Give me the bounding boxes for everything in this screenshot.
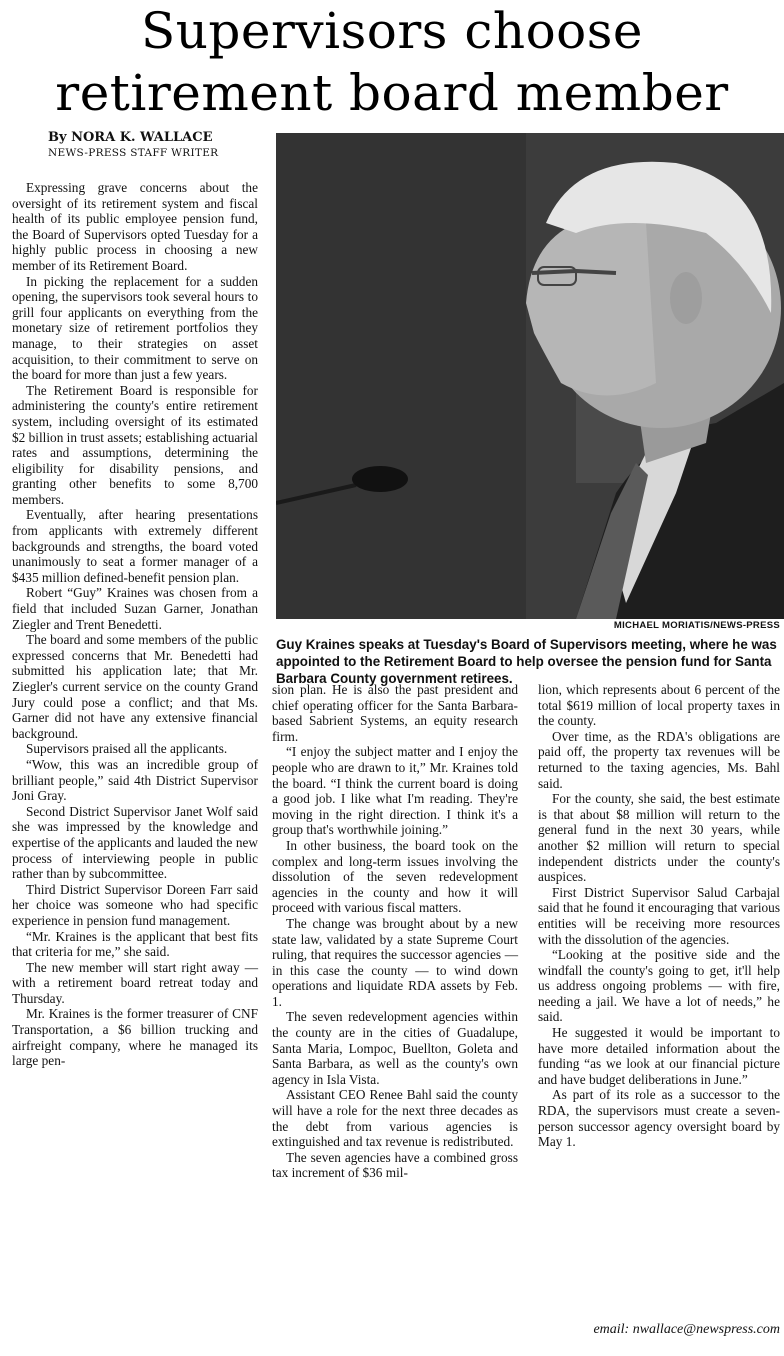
paragraph: The seven agencies have a combined gross tax increment of $36 mil- bbox=[272, 1149, 518, 1181]
paragraph: lion, which represents about 6 percent of the total $619 million of local property taxes in the county. bbox=[538, 682, 780, 729]
byline-block bbox=[48, 130, 218, 159]
byline-role: NEWS-PRESS STAFF WRITER bbox=[48, 147, 219, 159]
news-photo bbox=[276, 133, 784, 619]
paragraph: The board and some members of the public expressed concerns that Mr. Benedetti had submitted his application late; that Mr. Ziegler's current service on the county Grand Jury could pose a conflict; and that Ms. Garner did not have any extensive financial background. bbox=[12, 632, 258, 741]
headline-line-2: retirement board member bbox=[55, 64, 729, 122]
headline-line-1: Supervisors choose bbox=[140, 2, 644, 60]
paragraph: First District Supervisor Salud Carbajal said that he found it encouraging that various entities will be receiving more resources with the dissolution of the agencies. bbox=[538, 884, 780, 947]
paragraph: Mr. Kraines is the former treasurer of CNF Transportation, a $6 billion trucking and airfreight company, where he managed its large pen- bbox=[12, 1006, 258, 1069]
headline bbox=[0, 0, 784, 124]
photo-credit: MICHAEL MORIATIS/NEWS-PRESS bbox=[613, 620, 780, 631]
paragraph: “Looking at the positive side and the windfall the county's going to get, it'll help us address ongoing problems — with fire, needing a jail. We have a lot of needs,” he said. bbox=[538, 947, 780, 1025]
column-2 bbox=[272, 682, 518, 1181]
column-3 bbox=[538, 682, 780, 1150]
paragraph: The new member will start right away — with a retirement board retreat today and Thursday. bbox=[12, 959, 258, 1006]
paragraph: Supervisors praised all the applicants. bbox=[26, 741, 228, 757]
column-1 bbox=[12, 180, 258, 1069]
paragraph: Over time, as the RDA's obligations are paid off, the property tax revenues will be returned to the taxing agencies, Ms. Bahl said. bbox=[538, 728, 780, 791]
paragraph: In other business, the board took on the complex and long-term issues involving the dissolution of the seven redevelopment agencies in the county and how it will proceed with various fiscal matters. bbox=[272, 837, 518, 916]
photo-icon bbox=[276, 133, 784, 619]
paragraph: Expressing grave concerns about the oversight of its retirement system and fiscal health of its public employee pension fund, the Board of Supervisors opted Tuesday for a highly public process in choosing a new member of its Retirement Board. bbox=[12, 180, 258, 273]
paragraph: He suggested it would be important to have more detailed information about the funding “as we look at our financial picture and have budget deliberations in June.” bbox=[538, 1025, 780, 1087]
byline: By NORA K. WALLACE bbox=[48, 130, 213, 145]
paragraph: The seven redevelopment agencies within the county are in the cities of Guadalupe, Santa Maria, Lompoc, Buellton, Goleta and Santa Barbara, as well as the county's own agency in Isla Vista. bbox=[272, 1009, 518, 1087]
paragraph: As part of its role as a successor to the RDA, the supervisors must create a seven-person successor agency oversight board by May 1. bbox=[538, 1087, 780, 1150]
paragraph: “Mr. Kraines is the applicant that best fits that criteria for me,” she said. bbox=[12, 928, 258, 960]
paragraph: “Wow, this was an incredible group of brilliant people,” said 4th District Supervisor Joni Gray. bbox=[12, 756, 258, 804]
paragraph: Robert “Guy” Kraines was chosen from a field that included Suzan Garner, Jonathan Ziegler and Trent Benedetti. bbox=[12, 585, 258, 632]
paragraph: sion plan. He is also the past president and chief operating officer for the Santa Barbara-based Sabrient Systems, an equity research firm. bbox=[272, 682, 518, 744]
paragraph: Third District Supervisor Doreen Farr said her choice was someone who had specific experience in pension fund management. bbox=[12, 881, 258, 928]
paragraph: Eventually, after hearing presentations from applicants with extremely different backgrounds and strengths, the board voted unanimously to seat a former manager of a $435 million defined-benefit pension plan. bbox=[12, 507, 258, 585]
paragraph: “I enjoy the subject matter and I enjoy the people who are drawn to it,” Mr. Kraines told the board. “I think the current board is doing a good job. I like what I'm reading. They're moving in the right direction. I think it's a group that's worthwhile joining.” bbox=[272, 744, 518, 838]
paragraph: Second District Supervisor Janet Wolf said she was impressed by the knowledge and expertise of the applicants and lauded the new process of interviewing people in public rather than by subcommittee. bbox=[12, 803, 258, 882]
paragraph: Assistant CEO Renee Bahl said the county will have a role for the next three decades as the debt from various agencies is extinguished and tax revenue is redistributed. bbox=[272, 1087, 518, 1150]
author-email: email: nwallace@newspress.com bbox=[593, 1322, 780, 1337]
paragraph: The Retirement Board is responsible for administering the county's entire retirement system, including oversight of its estimated $2 billion in trust assets; establishing actuarial rates and assumptions, determining the eligibility for disability pensions, and granting other benefits to some 8,700 members. bbox=[12, 382, 258, 507]
paragraph: In picking the replacement for a sudden opening, the supervisors took several hours to grill four applicants on everything from the monetary size of retirement portfolios they manage, to their strategies on asset acquisition, to their commitment to serve on the board for more than just a few years. bbox=[12, 273, 258, 383]
photo-caption: Guy Kraines speaks at Tuesday's Board of Supervisors meeting, where he was appointed to the Retirement Board to help oversee the pension fund for Santa Barbara County government retirees. bbox=[276, 637, 777, 686]
paragraph: For the county, she said, the best estimate is that about $8 million will return to the general fund in the next 30 years, while another $2 million will return to special independent districts under the county's auspices. bbox=[538, 791, 780, 885]
paragraph: The change was brought about by a new state law, validated by a state Supreme Court ruling, that requires the successor agencies — in this case the county — to wind down operations and liquidate RDA assets by Feb. 1. bbox=[272, 915, 518, 1009]
